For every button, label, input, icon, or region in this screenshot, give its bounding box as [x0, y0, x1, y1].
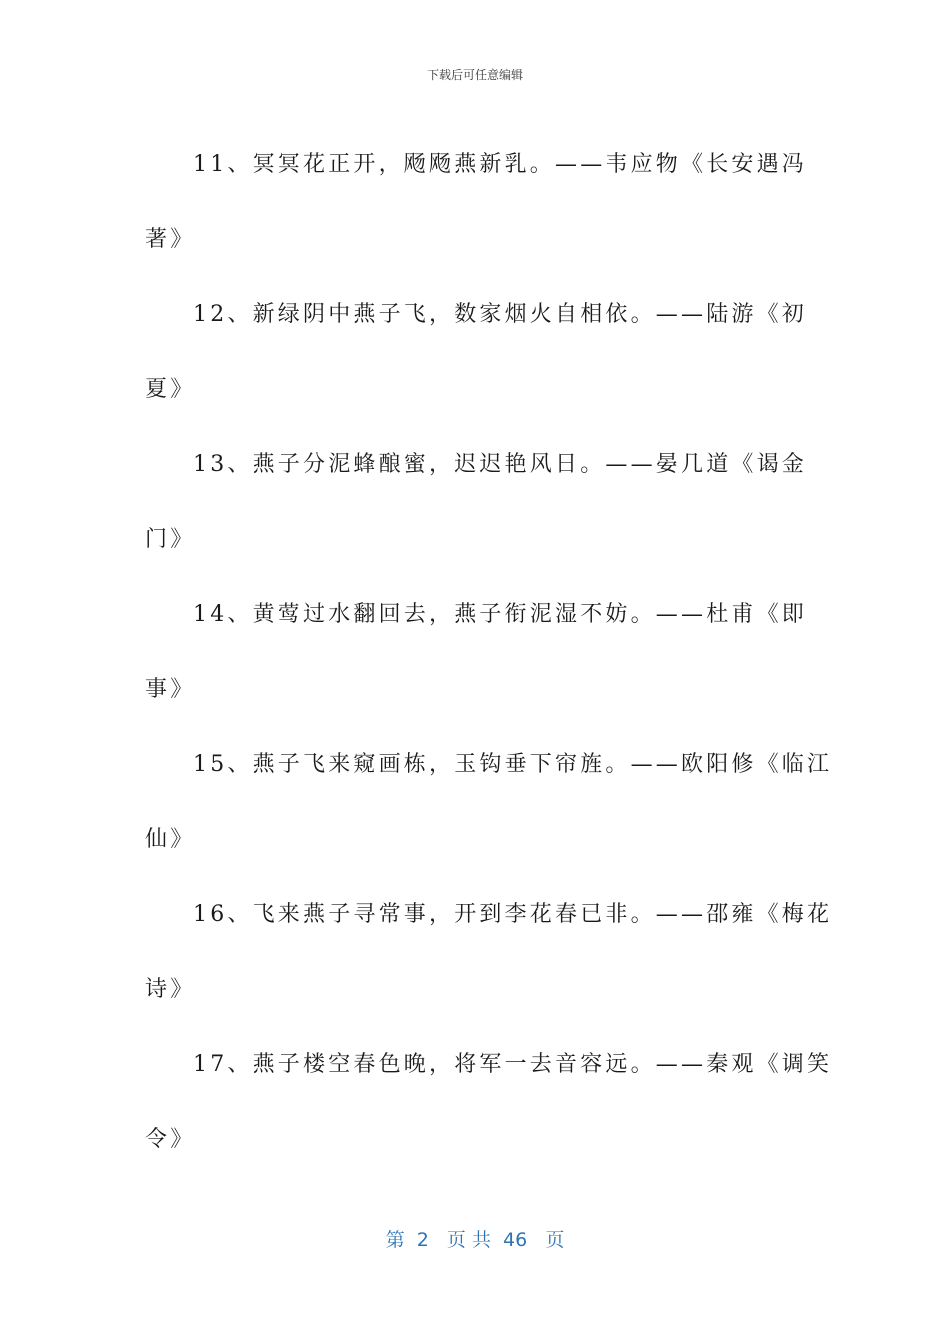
list-item	[145, 727, 833, 877]
list-item	[145, 877, 833, 1027]
poem-line-continuation: 事》	[145, 677, 196, 702]
poem-line: 14、黄莺过水翻回去，燕子衔泥湿不妨。——杜甫《即	[193, 602, 807, 627]
list-item	[145, 577, 807, 727]
list-item	[145, 427, 807, 577]
poem-line-continuation: 诗》	[145, 977, 196, 1002]
poem-line-continuation: 夏》	[145, 377, 196, 402]
poem-line: 16、飞来燕子寻常事，开到李花春已非。——邵雍《梅花	[193, 902, 833, 927]
poem-line: 12、新绿阴中燕子飞，数家烟火自相依。——陆游《初	[193, 302, 807, 327]
poem-line-continuation: 著》	[145, 227, 196, 252]
list-item	[145, 277, 807, 427]
poem-line: 15、燕子飞来窥画栋，玉钩垂下帘旌。——欧阳修《临江	[193, 752, 833, 777]
page-number-footer: 第 2 页 共 46 页	[385, 1229, 565, 1251]
poem-list	[145, 127, 833, 1177]
page-header: 下载后可任意编辑	[426, 68, 523, 82]
poem-line: 11、冥冥花正开，飏飏燕新乳。——韦应物《长安遇冯	[193, 152, 807, 177]
poem-line-continuation: 门》	[145, 527, 196, 552]
poem-line: 13、燕子分泥蜂酿蜜，迟迟艳风日。——晏几道《谒金	[193, 452, 807, 477]
list-item	[145, 127, 807, 277]
list-item	[145, 1027, 833, 1177]
poem-line-continuation: 仙》	[145, 827, 196, 852]
poem-line-continuation: 令》	[145, 1127, 196, 1152]
poem-line: 17、燕子楼空春色晚，将军一去音容远。——秦观《调笑	[193, 1052, 833, 1077]
